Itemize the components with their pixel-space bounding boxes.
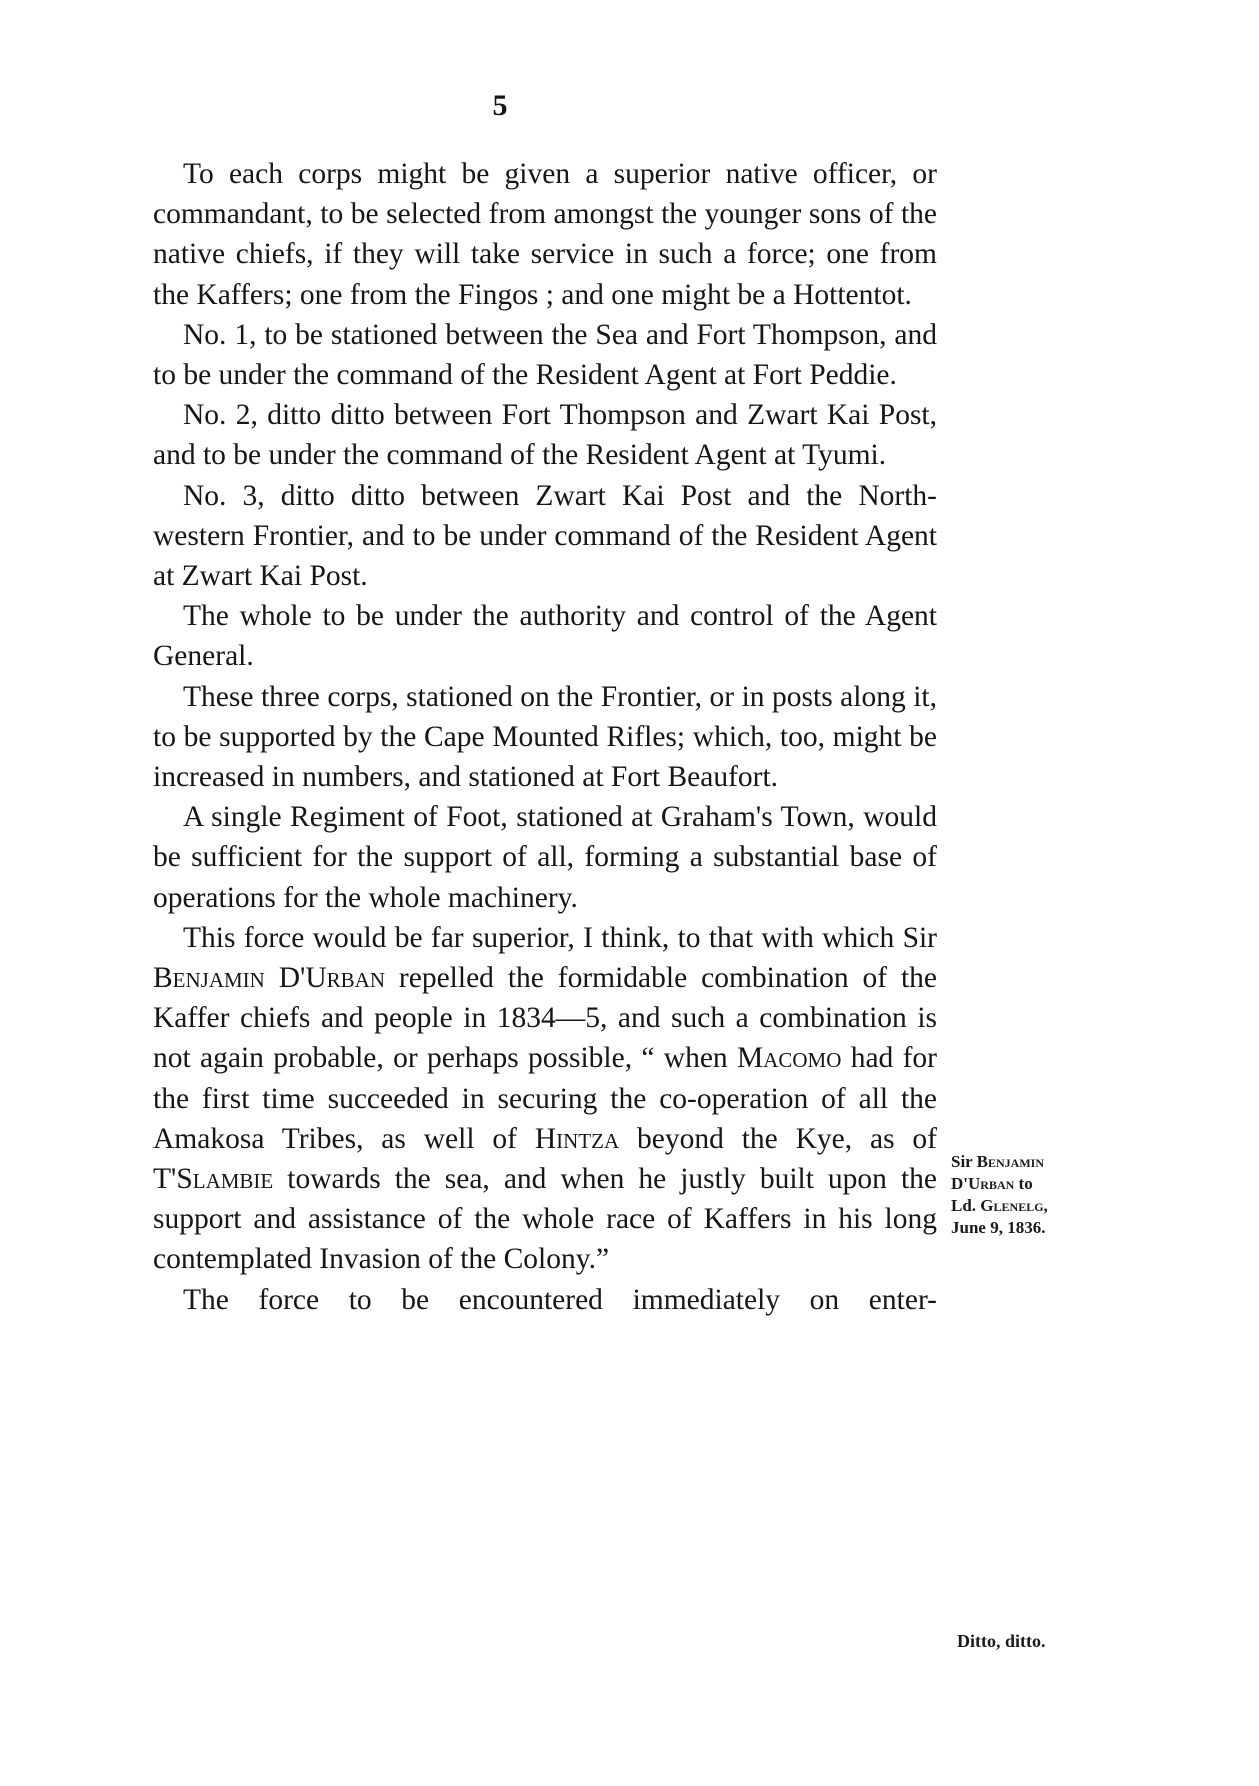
text-segment: This force would be far superior, I think, to that with which Sir (183, 921, 937, 954)
text-segment: repelled the formidable combination of the Kaffer chiefs and people in 1834—5, and such a combination is not again probable, or perhaps possible, “ when (153, 962, 937, 1075)
margin-note-line: Sir Benjamin (951, 1152, 1045, 1171)
paragraph-agent-general: The whole to be under the authority and control of the Agent General. (153, 600, 937, 673)
paragraph-native-officers: To each corps might be given a superior native officer, or commandant, to be selected from amongst the younger sons of the native chiefs, if they will take service in such a force; one from the Kaffers; one from the Fingos ; and one might be a Hottentot. (153, 158, 937, 311)
paragraph-regiment-of-foot: A single Regiment of Foot, stationed at Graham's Town, would be sufficient for the support of all, forming a substantial base of operations for the whole machinery. (153, 801, 937, 914)
margin-note-line: D'Urban to (951, 1174, 1033, 1193)
name-macomo: Macomo (736, 1042, 842, 1075)
margin-note-line: June 9, 1836. (951, 1218, 1046, 1237)
name-benjamin-durban: Benjamin D'Urban (153, 962, 386, 995)
body-text (153, 154, 937, 1320)
name-hintza: Hintza (534, 1122, 620, 1155)
paragraph-corps-no-1: No. 1, to be stationed between the Sea and Fort Thompson, and to be under the command of the Resident Agent at Fort Peddie. (153, 318, 937, 392)
page-number: 5 (492, 89, 508, 122)
margin-note-durban-to-glenelg (951, 1151, 1119, 1239)
paragraph-corps-no-3: No. 3, ditto ditto between Zwart Kai Post and the North-western Frontier, and to be under command of the Resident Agent at Zwart Kai Post. (153, 479, 937, 593)
text-segment: towards the sea, and when he justly built upon the support and assistance of the whole race of Kaffers in his long contemplated Invasion of the Colony.” (153, 1163, 937, 1276)
text-segment: had for the first time succeeded in securing the co-operation of all the Amakosa Tribes, as well of (153, 1042, 937, 1155)
margin-note-line: Ld. Glenelg, (951, 1196, 1048, 1215)
paragraph-cape-mounted-rifles: These three corps, stationed on the Frontier, or in posts along it, to be supported by the Cape Mounted Rifles; which, too, might be increased in numbers, and stationed at Fort Beaufort. (153, 680, 937, 794)
text-segment: beyond the Kye, as of (619, 1122, 937, 1155)
margin-note-ditto: Ditto, ditto. (957, 1631, 1046, 1651)
paragraph-force-encountered: The force to be encountered immediately on enter- (183, 1283, 937, 1316)
paragraph-corps-no-2: No. 2, ditto ditto between Fort Thompson and Zwart Kai Post, and to be under the command of the Resident Agent at Tyumi. (153, 399, 937, 472)
name-tslambie: T'Slambie (153, 1163, 274, 1196)
paragraph-force-superior (153, 918, 937, 1280)
